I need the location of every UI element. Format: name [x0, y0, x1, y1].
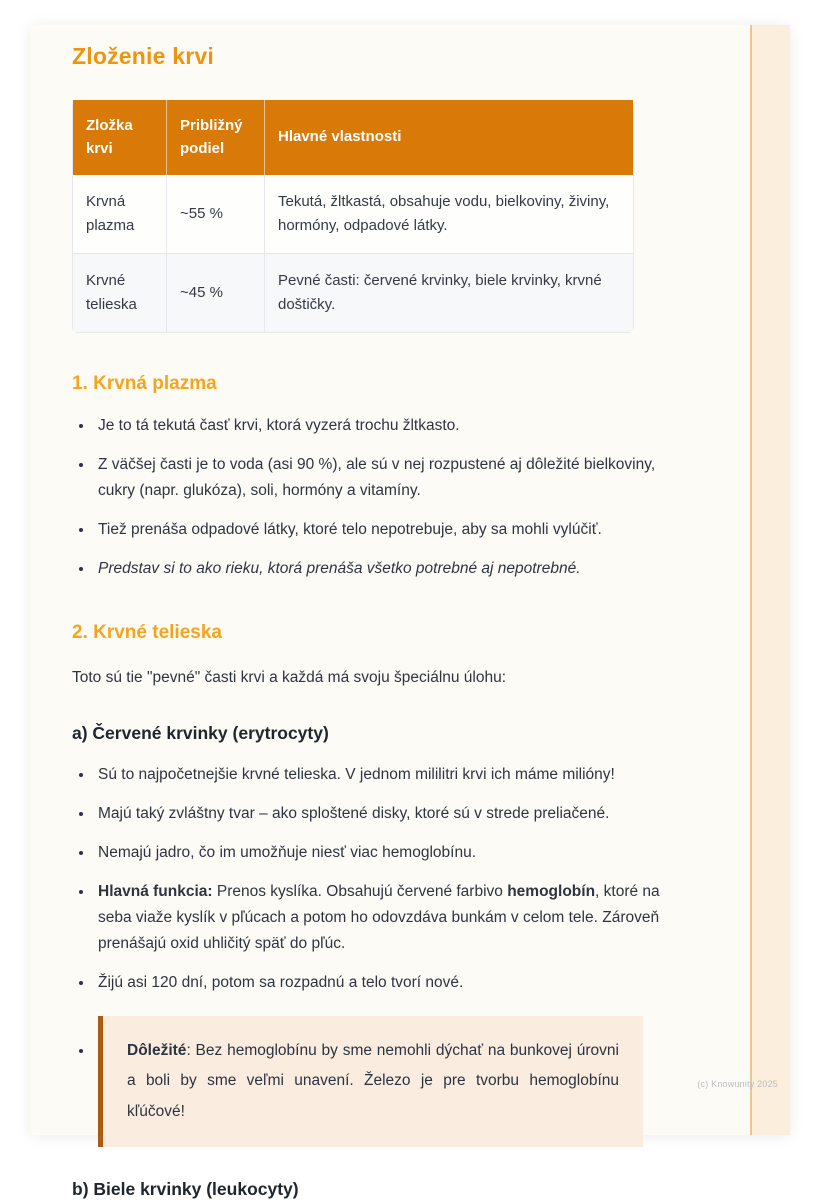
list-item: • Tiež prenáša odpadové látky, ktoré telo nepotrebuje, aby sa mohli vylúčiť.: [94, 517, 664, 543]
table-header-cell: Zložka krvi: [73, 100, 167, 175]
section-heading-telieska: 2. Krvné telieska: [72, 622, 222, 644]
table-row: [73, 254, 633, 332]
table-cell-properties: Pevné časti: červené krvinky, biele krvinky, krvné doštičky.: [278, 272, 602, 313]
table-header-cell: Hlavné vlastnosti: [265, 100, 633, 175]
list-item: • Z väčšej časti je to voda (asi 90 %), ale sú v nej rozpustené aj dôležité bielkoviny, cukry (napr. glukóza), soli, hormóny a vitamíny.: [94, 452, 664, 504]
list-item: • Je to tá tekutá časť krvi, ktorá vyzerá trochu žltkasto.: [94, 413, 664, 439]
list-item-rich: • Hlavná funkcia: Prenos kyslíka. Obsahujú červené farbivo hemoglobín, ktoré na seba viaže kyslík v pľúcach a potom ho odovzdáva bunkám v celom tele. Zároveň prenášajú oxid uhličitý späť do pľúc.: [94, 879, 664, 957]
page-title: Zloženie krvi: [72, 43, 214, 69]
table-header-cell: Približný podiel: [167, 100, 265, 175]
list-item: • Nemajú jadro, čo im umožňuje niesť viac hemoglobínu.: [94, 840, 664, 866]
callout-list-item: [94, 1016, 664, 1147]
important-callout: • Dôležité: Bez hemoglobínu by sme nemohli dýchať na bunkovej úrovni a boli by sme veľmi unavení. Železo je pre tvorbu hemoglobínu kľúčové!: [98, 1016, 643, 1147]
document-page: [30, 25, 790, 1199]
blood-composition-table: [72, 100, 634, 333]
list-item: • Žijú asi 120 dní, potom sa rozpadnú a telo tvorí nové.: [94, 970, 664, 996]
list-item: • Majú taký zvláštny tvar – ako sploštené disky, ktoré sú v strede preliačené.: [94, 801, 664, 827]
copyright-watermark: (c) Knowunity 2025: [697, 1079, 778, 1089]
sub-heading-erythrocytes: a) Červené krvinky (erytrocyty): [72, 722, 329, 743]
table-row: [73, 175, 633, 254]
table-header: [73, 100, 633, 175]
plasma-bullet-list: [72, 413, 664, 582]
erythrocytes-bullet-list: [72, 762, 664, 1147]
right-accent-stripe: [750, 25, 790, 1135]
list-item: • Sú to najpočetnejšie krvné telieska. V jednom mililitri krvi ich máme milióny!: [94, 762, 664, 788]
list-item-italic: • Predstav si to ako rieku, ktorá prenáša všetko potrebné aj nepotrebné.: [94, 556, 664, 582]
table-cell-share: ~55 %: [167, 175, 265, 254]
sub-heading-leukocytes: b) Biele krvinky (leukocyty): [72, 1178, 299, 1199]
table-cell-component: Krvná plazma: [73, 175, 167, 254]
telieska-intro: Toto sú tie "pevné" časti krvi a každá má svoju špeciálnu úlohu:: [72, 669, 507, 687]
table-cell-share: ~45 %: [167, 254, 265, 332]
section-heading-plasma: 1. Krvná plazma: [72, 373, 217, 394]
document-content: [72, 43, 664, 1200]
table-cell-component: Krvné telieska: [73, 254, 167, 332]
table-cell-properties: Tekutá, žltkastá, obsahuje vodu, bielkoviny, živiny, hormóny, odpadové látky.: [265, 175, 633, 254]
